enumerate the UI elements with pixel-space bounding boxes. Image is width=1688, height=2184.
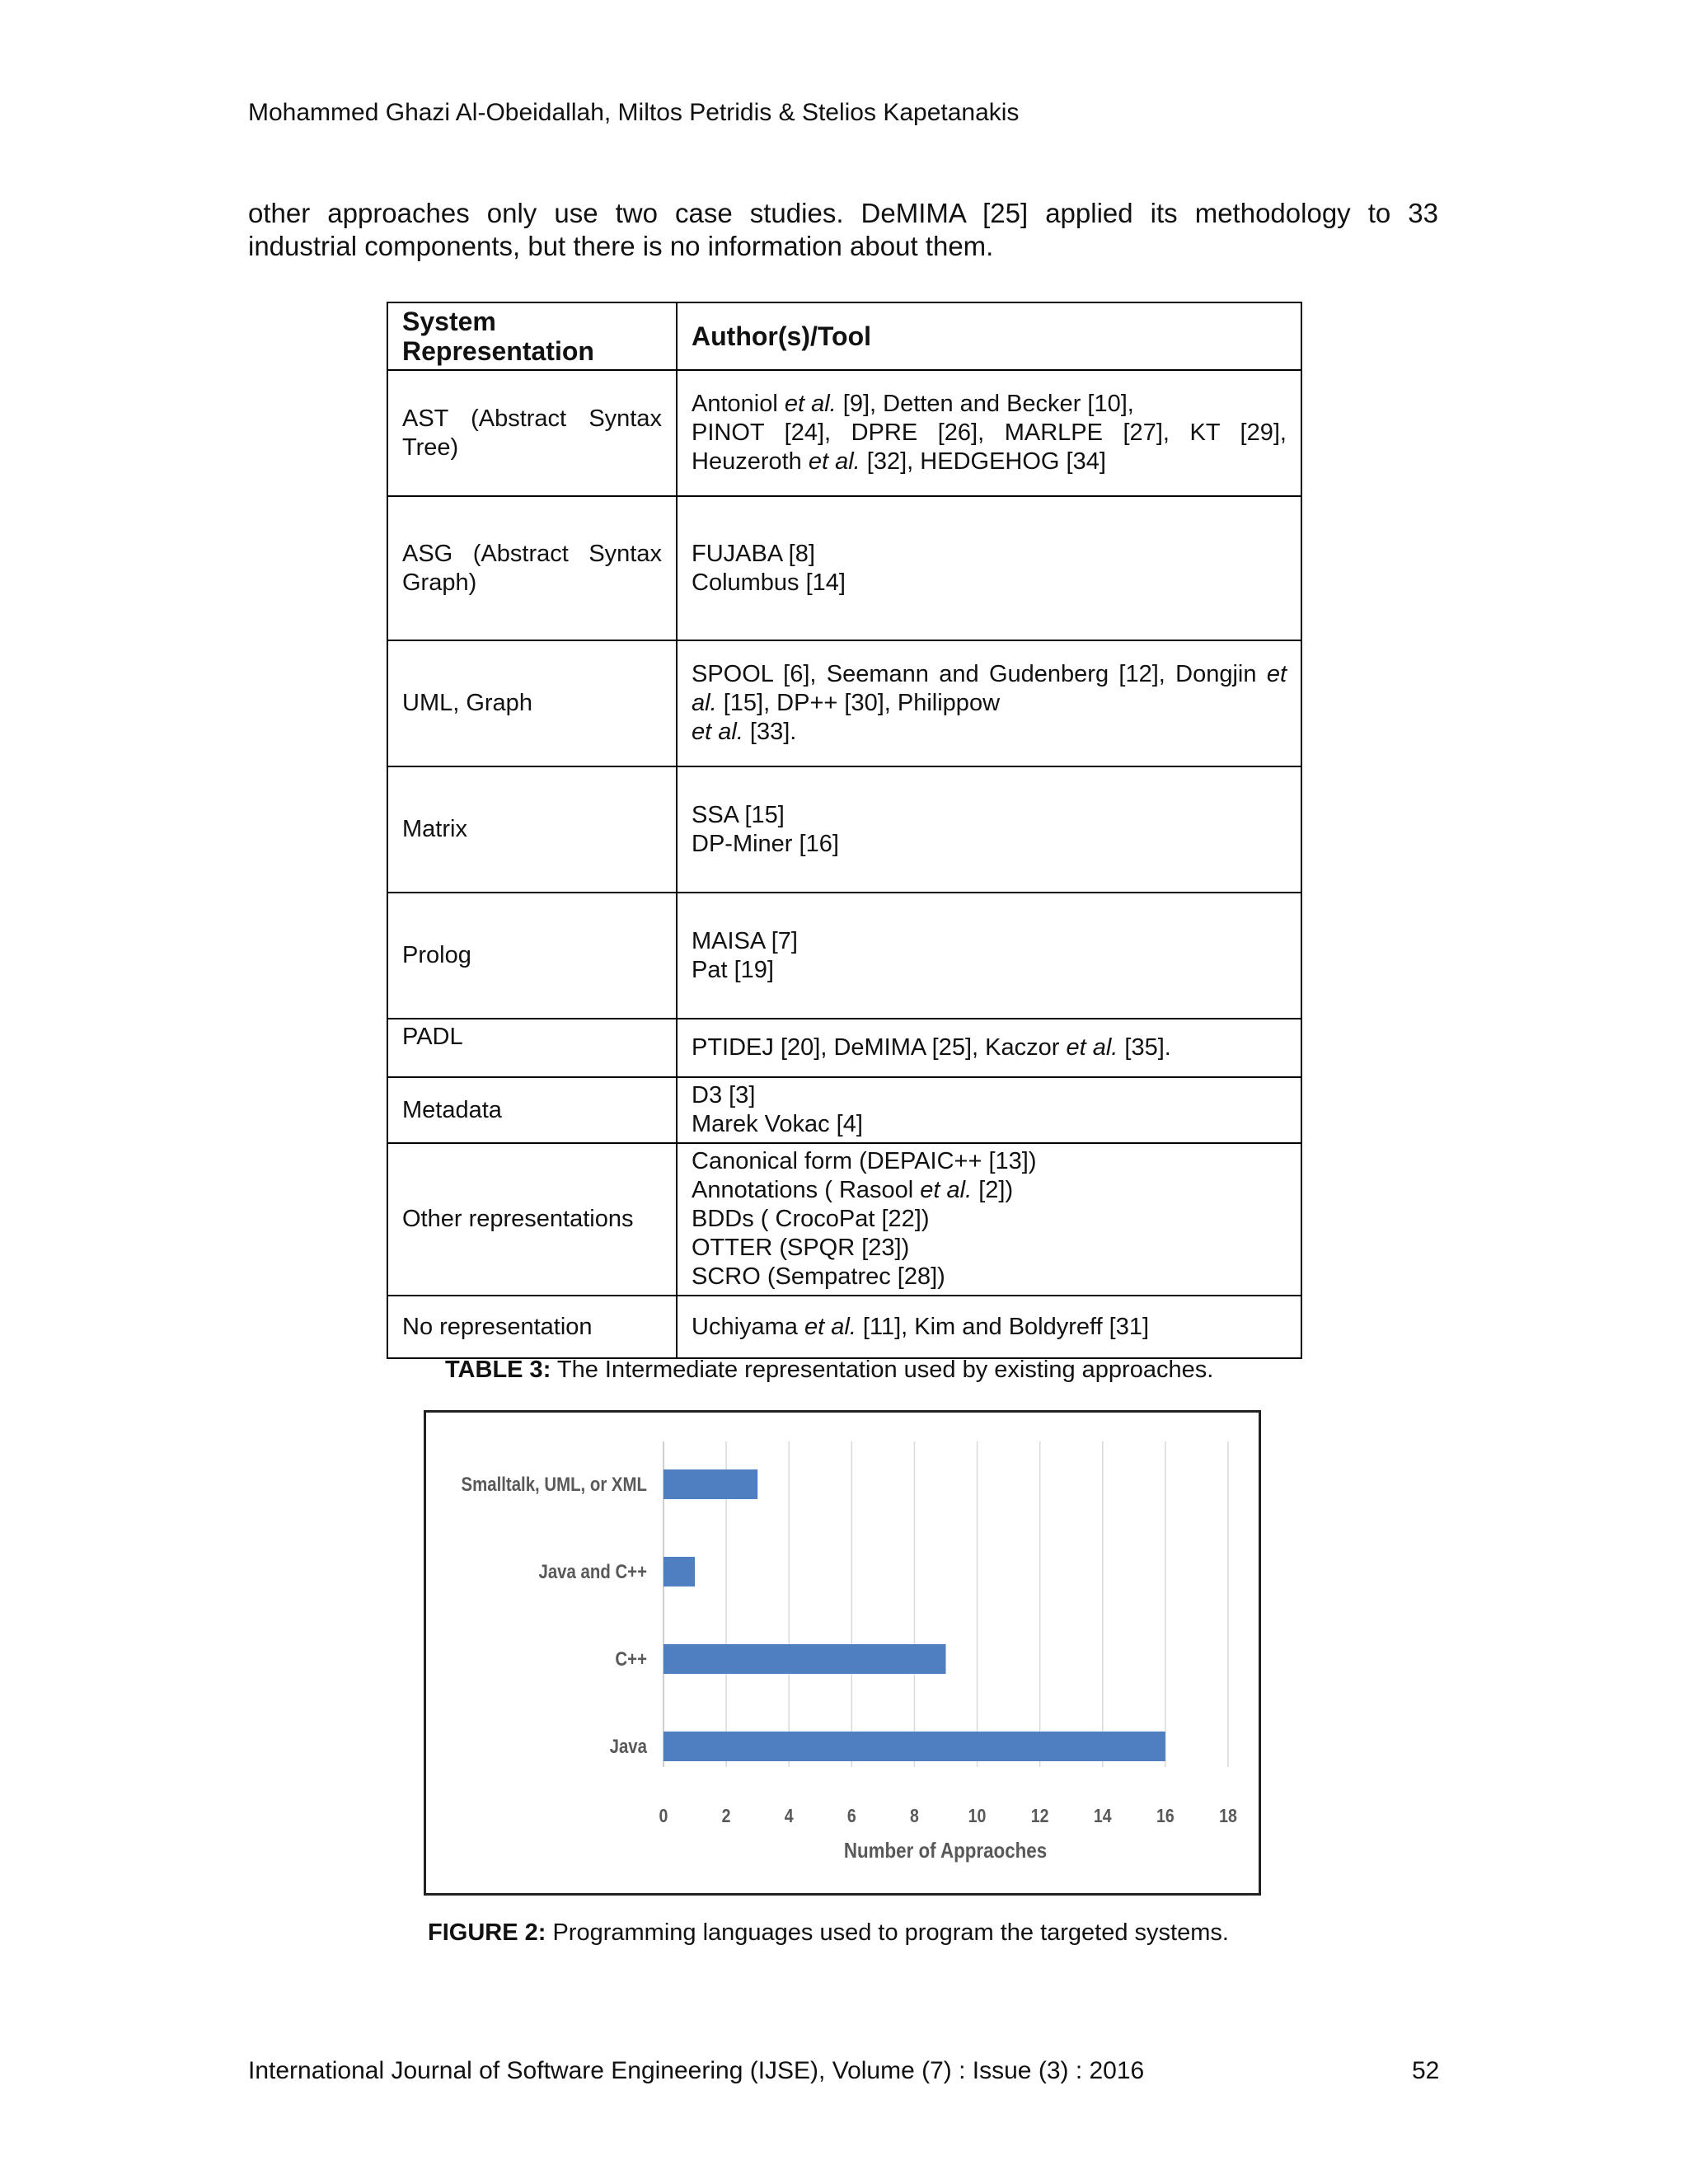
x-tick-label: 6 [846,1805,856,1827]
x-tick-label: 12 [1030,1805,1049,1827]
authors-cell [677,893,1301,1019]
journal-footer: International Journal of Software Engineering (IJSE), Volume (7) : Issue (3) : 2016 [248,2057,1145,2084]
reference-line: DP-Miner [16] [692,830,839,857]
table-caption-text: The Intermediate representation used by existing approaches. [551,1357,1214,1383]
x-tick-label: 10 [968,1805,987,1827]
category-label: C++ [615,1647,647,1671]
running-header: Mohammed Ghazi Al-Obeidallah, Miltos Petridis & Stelios Kapetanakis [248,99,1020,126]
authors-cell [677,1019,1301,1077]
reference-line: OTTER (SPQR [23]) [692,1235,910,1261]
representation-cell: Prolog [387,893,677,1019]
table-row [387,893,1301,1019]
reference-line: Heuzeroth et al. [32], HEDGEHOG [34] [692,448,1106,475]
figure-frame [424,1410,1261,1896]
representation-table [387,302,1302,1359]
category-label: Java [609,1735,647,1758]
representation-cell: ASG (Abstract Syntax Graph) [387,496,677,640]
authors-cell [677,496,1301,640]
table-header-representation: System Representation [387,302,677,370]
reference-line: MAISA [7] [692,927,798,954]
reference-line: SSA [15] [692,801,785,828]
x-axis-label: Number of Appraoches [843,1839,1048,1863]
figure-caption-label: FIGURE 2: [428,1919,546,1946]
bar [663,1469,757,1499]
x-tick-label: 2 [721,1805,731,1827]
representation-cell: PADL [387,1019,677,1077]
reference-line: FUJABA [8] [692,540,815,567]
figure-caption [428,1919,1229,1947]
figure-caption-text: Programming languages used to program the targeted systems. [546,1919,1229,1946]
reference-line: PINOT [24], DPRE [26], MARLPE [27], KT [29], [692,419,1287,446]
authors-cell [677,1296,1301,1358]
reference-line: Columbus [14] [692,569,846,596]
table-caption [445,1357,1213,1384]
representation-cell: Metadata [387,1077,677,1143]
reference-line: Marek Vokac [4] [692,1111,863,1137]
authors-cell [677,766,1301,893]
reference-line: et al. [33]. [692,719,797,745]
table-row [387,370,1301,496]
reference-line: D3 [3] [692,1082,756,1108]
table-header-authors: Author(s)/Tool [677,302,1301,370]
page-number: 52 [1412,2057,1440,2084]
reference-line: Pat [19] [692,956,774,983]
bar [663,1557,695,1586]
table-row [387,1019,1301,1077]
reference-line: BDDs ( CrocoPat [22]) [692,1206,930,1232]
reference-line: al. [15], DP++ [30], Philippow [692,690,1001,716]
body-paragraph [248,197,1438,263]
representation-cell: No representation [387,1296,677,1358]
reference-line: SCRO (Sempatrec [28]) [692,1263,945,1290]
table-row [387,766,1301,893]
x-tick-label: 18 [1219,1805,1237,1827]
reference-line: Annotations ( Rasool et al. [2]) [692,1177,1014,1203]
table-row [387,640,1301,766]
table-caption-label: TABLE 3: [445,1357,551,1383]
representation-cell: AST (Abstract Syntax Tree) [387,370,677,496]
x-tick-label: 4 [784,1805,794,1827]
authors-cell [677,1143,1301,1296]
category-label: Java and C++ [538,1560,647,1583]
paragraph-line: other approaches only use two case studies. DeMIMA [25] applied its methodology to 33 [248,198,1438,228]
category-label: Smalltalk, UML, or XML [461,1473,647,1496]
x-tick-label: 8 [910,1805,919,1827]
representation-cell: Other representations [387,1143,677,1296]
reference-line: PTIDEJ [20], DeMIMA [25], Kaczor et al. [35]. [692,1034,1171,1061]
representation-cell: UML, Graph [387,640,677,766]
representation-cell: Matrix [387,766,677,893]
table-row [387,1143,1301,1296]
reference-line: Canonical form (DEPAIC++ [13]) [692,1148,1037,1174]
x-tick-label: 0 [659,1805,668,1827]
x-tick-label: 16 [1156,1805,1175,1827]
bar [663,1644,946,1674]
table-row [387,1296,1301,1358]
bar [663,1732,1165,1761]
authors-cell [677,370,1301,496]
reference-line: Uchiyama et al. [11], Kim and Boldyreff [31] [692,1313,1150,1340]
x-tick-label: 14 [1093,1805,1112,1827]
table-row [387,1077,1301,1143]
paragraph-line: industrial components, but there is no information about them. [248,231,994,261]
authors-cell [677,640,1301,766]
table-row [387,496,1301,640]
authors-cell [677,1077,1301,1143]
bar-chart [426,1413,1259,1893]
reference-line: SPOOL [6], Seemann and Gudenberg [12], Dongjin et [692,661,1287,687]
reference-line: Antoniol et al. [9], Detten and Becker [10], [692,391,1134,417]
